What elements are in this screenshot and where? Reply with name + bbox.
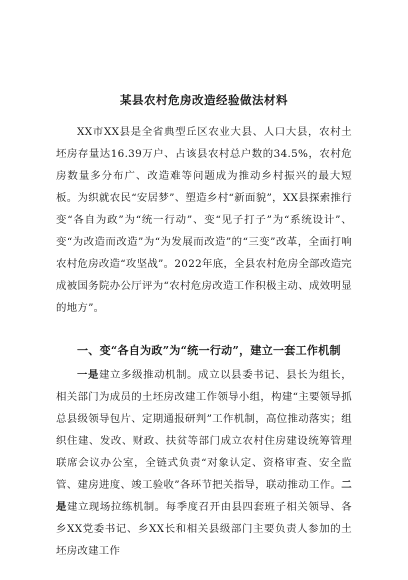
lead-marker-second: 二是 <box>56 479 352 513</box>
section-paragraph <box>56 364 352 562</box>
intro-paragraph: XX市XX县是全省典型丘区农业大县、人口大县，农村土坯房存量达16.39万户、占该县农村总户数的34.5%，农村危房数量多分布广、改造难等问题成为推动乡村振兴的最大短板。为织就农民“安居梦”、塑造乡村“新面貌”，XX县探索推行变“各自为政”为“统一行动”、变“见子打子”为“系统设计”、变“为改造而改造”为“为发展而改造”的“三变”改革，全面打响农村危房改造“攻坚战”。2022年底，全县农村危房全部改造完成被国务院办公厅评为“农村危房改造工作积极主动、成效明显的地方”。 <box>56 126 352 314</box>
document-title: 某县农村危房改造经验做法材料 <box>120 93 288 107</box>
lead-marker-first: 一是 <box>77 369 100 381</box>
section-text-first: 建立多级推动机制。成立以县委书记、县长为组长，相关部门为成员的土坯房改建工作领导小组，构建“主要领导抓总县级领导包片、定期通报研判”工作机制，高位推动落实；组织住建、发改、财政、扶贫等部门成立农村住房建设统筹管理联席会议办公室，全链式负责“对象认定、资格审查、安全监管、建房进度、竣工验收”各环节把关指导，联动推动工作。 <box>56 369 352 491</box>
section-text-second: 建立现场拉练机制。每季度召开由县四套班子相关领导、各乡XX党委书记、乡XX长和相关县级部门主要负责人参加的土坯房改建工作 <box>56 501 352 557</box>
section-heading: 一、变“各自为政”为“统一行动”，建立一套工作机制 <box>77 344 341 357</box>
